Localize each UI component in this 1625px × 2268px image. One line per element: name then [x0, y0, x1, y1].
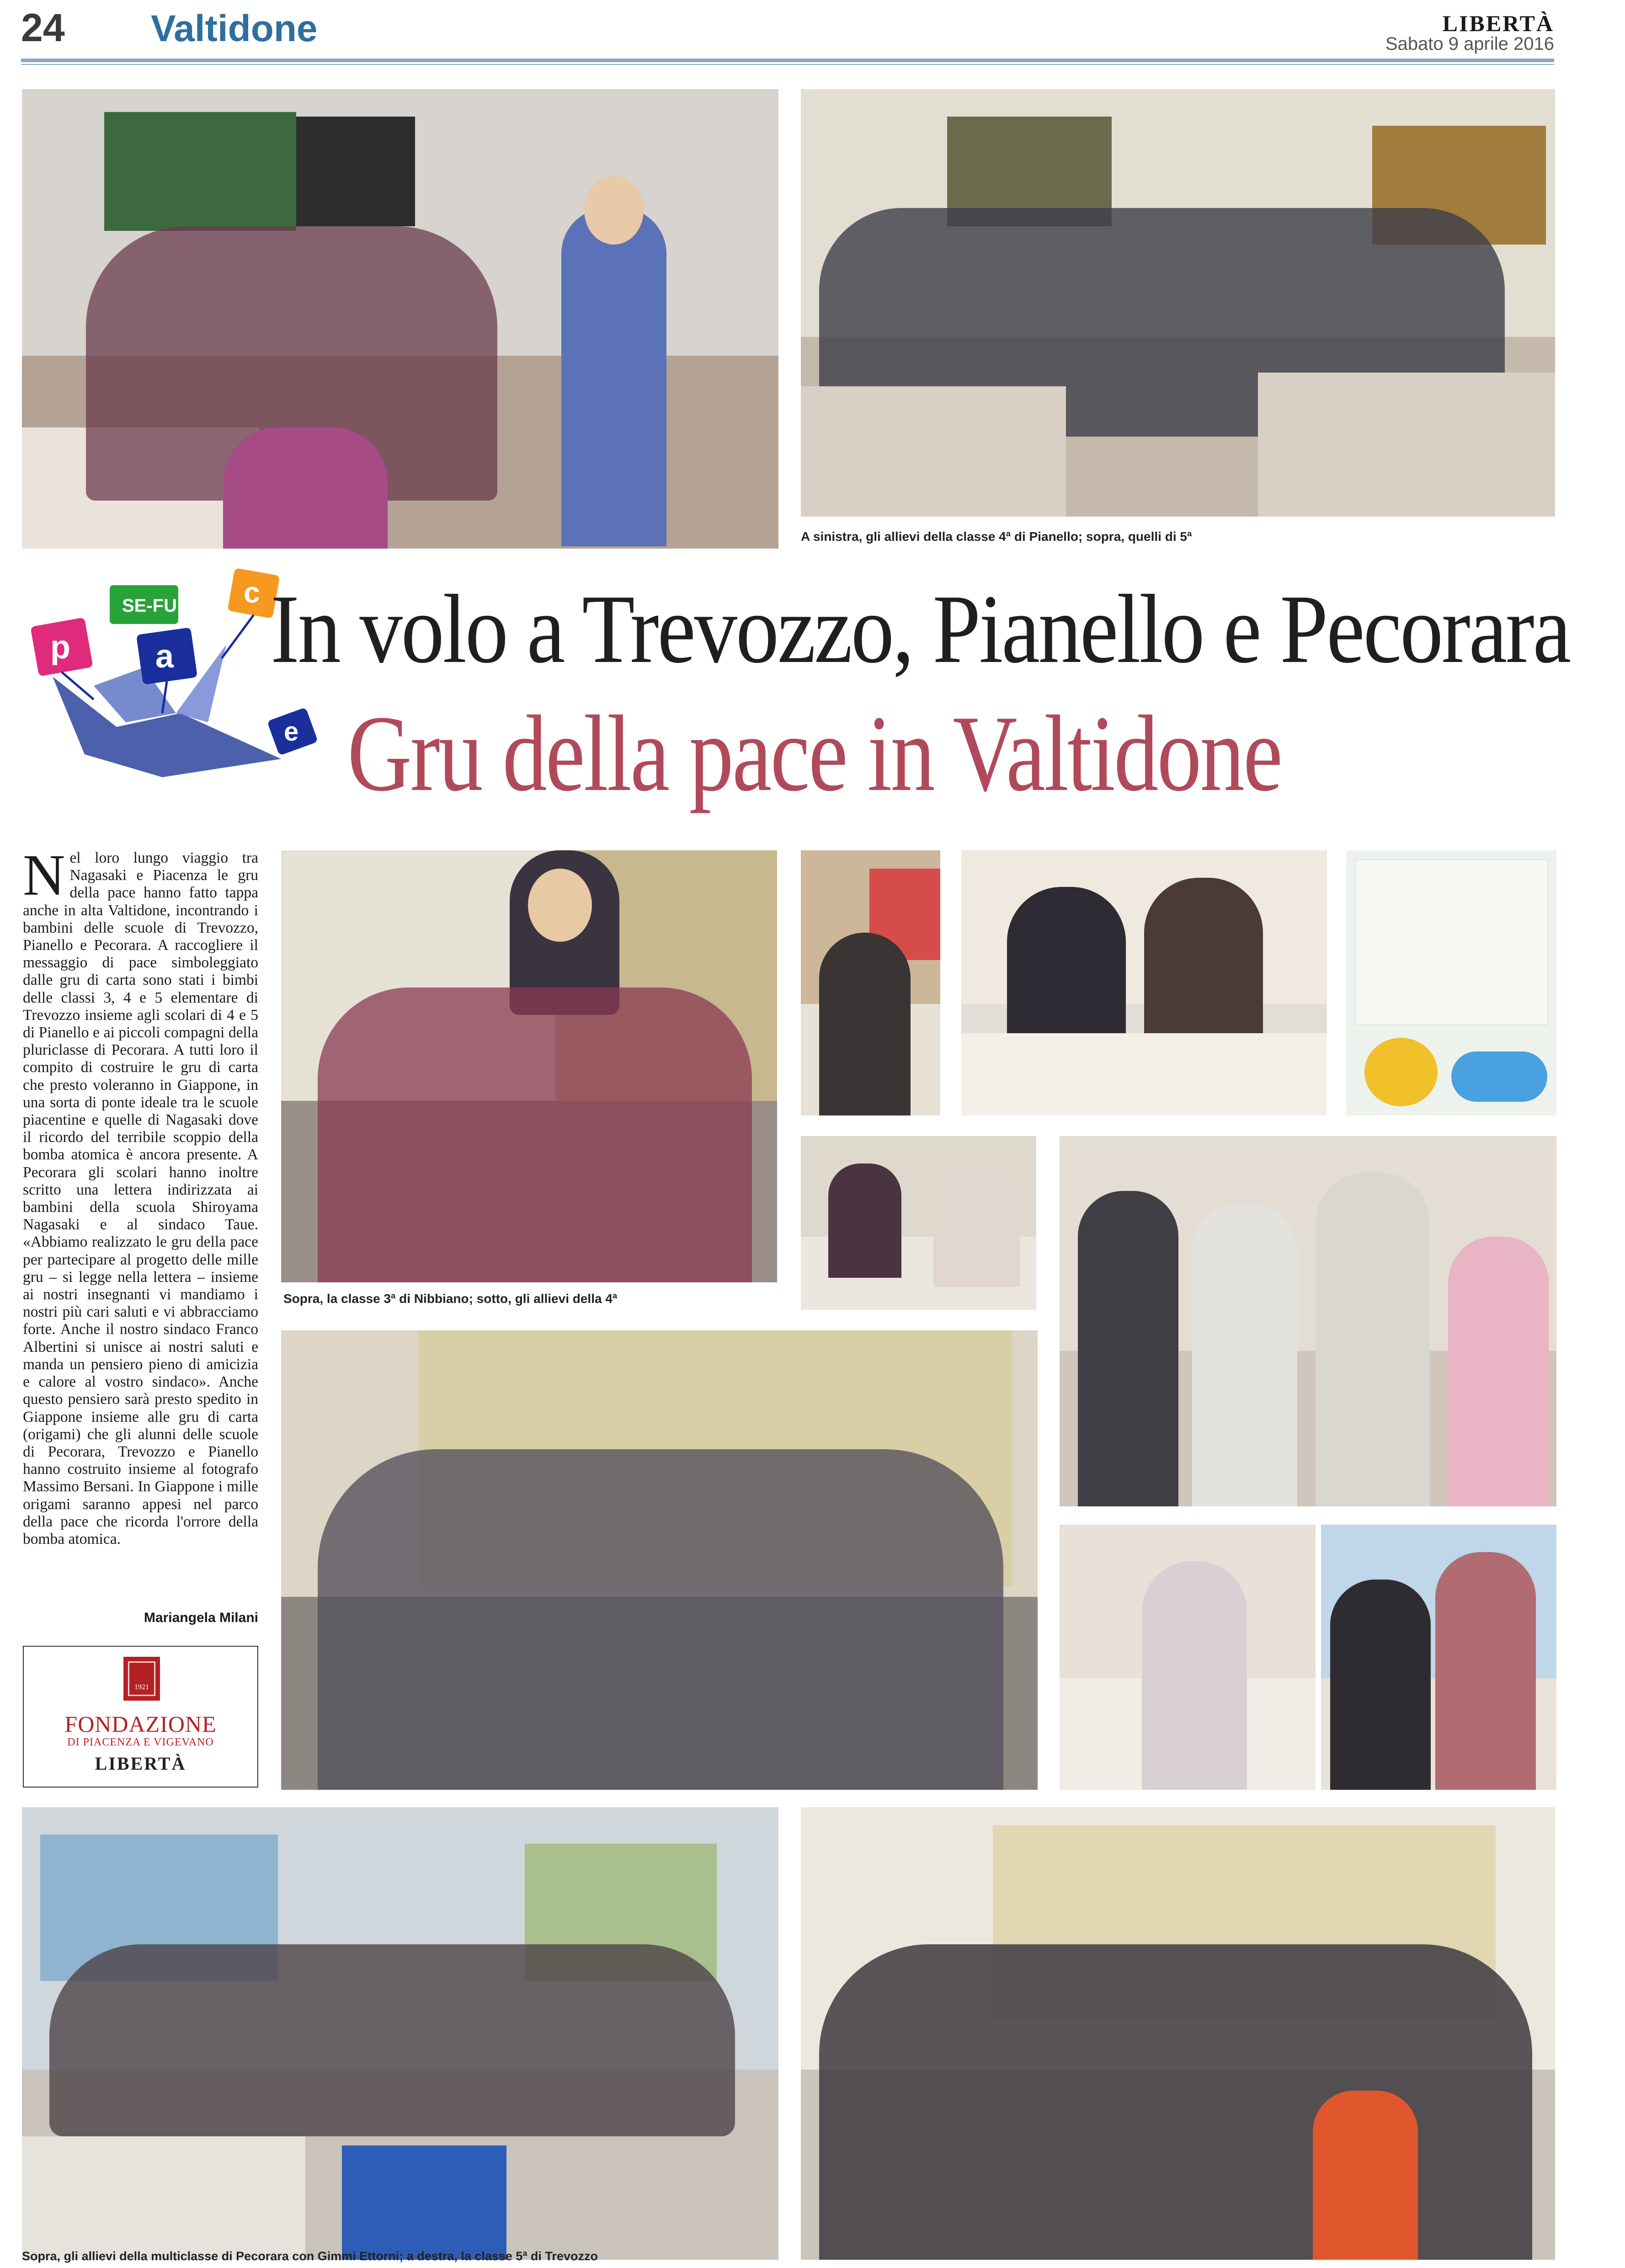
fondazione-subtitle: DI PIACENZA E VIGEVANO — [67, 1736, 214, 1748]
byline: Mariangela Milani — [144, 1610, 258, 1625]
photo-class-4-group — [281, 1330, 1038, 1790]
caption-bottom: Sopra, gli allievi della multiclasse di Pecorara con Gimmi Ettorni; a destra, la classe 5ª di Trevozzo — [22, 2249, 598, 2263]
newspaper-name: LIBERTÀ — [1442, 11, 1554, 36]
photo-boy-and-girl-2 — [1321, 1525, 1556, 1790]
caption-top: A sinistra, gli allievi della classe 4ª di Pianello; sopra, quelli di 5ª — [801, 529, 1192, 544]
photo-letter-drawing — [1346, 850, 1556, 1115]
photo-class-5-pianello — [801, 89, 1555, 517]
header-rule-thin — [21, 64, 1554, 65]
fondazione-year: 1921 — [134, 1683, 149, 1691]
caption-middle: Sopra, la classe 3ª di Nibbiano; sotto, gli allievi della 4ª — [283, 1291, 618, 1306]
photo-girl-with-crane — [801, 850, 940, 1115]
fondazione-emblem — [123, 1657, 160, 1701]
photo-class-5-trevozzo — [801, 1807, 1555, 2260]
letter-c: c — [244, 576, 260, 609]
fondazione-paper: LIBERTÀ — [95, 1753, 186, 1774]
dropcap: N — [23, 843, 65, 907]
fondazione-logo-box — [23, 1646, 258, 1788]
letter-e: e — [284, 717, 299, 747]
page-number: 24 — [21, 6, 65, 50]
photo-multiclass-pecorara — [22, 1807, 778, 2260]
headline-main: Gru della pace in Valtidone — [347, 694, 1282, 814]
header-rule — [21, 59, 1554, 62]
crane-body-shape — [53, 677, 281, 777]
article-text: el loro lungo viaggio tra Nagasaki e Piacenza le gru della pace hanno fatto tappa anche in alta Valtidone, incontrando i bambini delle scuole di Trevozzo, Pianello e Pecorara. A raccogliere il messaggio di pace simboleggiato dalle gru di carta sono stati i bimbi delle classi 3, 4 e 5 elementare di Trevozzo insieme agli scolari di 4 e 5 di Pianello e ai piccoli compagni della pluriclasse di Pecorara. A tutti loro il compito di costruire le gru di carta che presto voleranno in Giappone, in una sorta di ponte ideale tra le scuole piacentine e quelle di Nagasaki dove il ricordo del terribile scoppio della bomba atomica è ancora presente. A Pecorara gli scolari hanno inoltre scritto una lettera indirizzata ai bambini della scuola Shiroyama Nagasaki e al sindaco Taue. «Abbiamo realizzato le gru della pace per partecipare al progetto delle mille gru – si legge nella lettera – insieme ai nostri insegnanti vi mandiamo i nostri più cari saluti e vi abbracciamo forte. Anche il nostro sindaco Franco Albertini si unisce ai nostri saluti e manda un pensiero pieno di amicizia e calore al vostro sindaco». Anche questo pensiero sarà presto spedito in Giappone insieme alle gru di carta (origami) che gli alunni delle scuole di Pecorara, Trevozzo e Pianello hanno costruito insieme al fotografo Massimo Bersani. In Giappone i mille origami saranno appesi nel parco della pace che ricorda l'orrore della bomba atomica. — [23, 849, 258, 1548]
photo-boy-and-girl — [961, 850, 1327, 1115]
photo-girl-smiling — [1060, 1525, 1316, 1790]
photo-four-kids — [1060, 1136, 1556, 1506]
photo-class-4-pianello — [22, 89, 778, 549]
letter-p: p — [50, 629, 70, 666]
article-body — [23, 843, 258, 1548]
issue-date: Sabato 9 aprile 2016 — [1385, 34, 1554, 54]
photo-class-3-nibbiano — [281, 850, 777, 1282]
fondazione-title: FONDAZIONE — [64, 1711, 217, 1737]
headline-kicker: In volo a Trevozzo, Pianello e Pecorara — [271, 574, 1570, 683]
photo-girls-writing — [801, 1136, 1036, 1310]
section-title: Valtidone — [151, 8, 318, 49]
flag-text: SE-FU — [122, 596, 177, 616]
letter-a: a — [155, 638, 174, 675]
